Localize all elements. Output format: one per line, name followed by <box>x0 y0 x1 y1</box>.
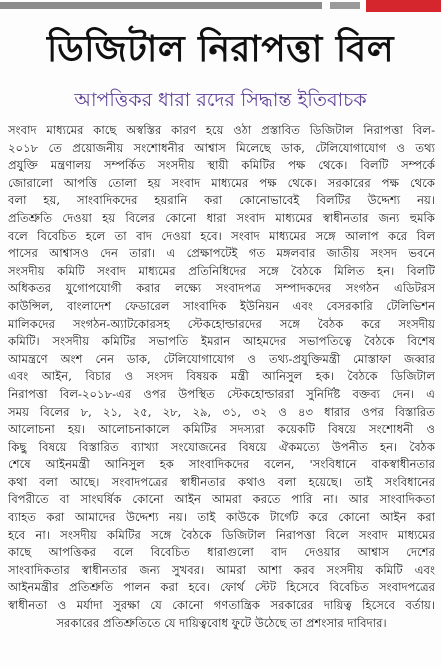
article-body-line: আলোচনা হয়। আলোচনাকালে কমিটির সদস্যরা কয়েকটি বিষয়ে সংশোধনী ও <box>8 422 435 437</box>
article-body-line: বলা হয়, সাংবাদিকদের হয়রানি করা কোনোভাবেই বিলটির উদ্দেশ্য নয়। <box>8 193 435 208</box>
article-body-line: স্বাধীনতা ও মর্যাদা সুরক্ষা যে কোনো গণতান্ত্রিক সরকারের দায়িত্ব হিসেবে বর্তায়। <box>8 598 435 613</box>
top-gray-bar <box>0 2 322 9</box>
article-body-line: হবে না। সংসদীয় কমিটির সঙ্গে বৈঠকে ডিজিটাল নিরাপত্তা বিলে সংবাদ মাধ্যমের <box>8 527 435 542</box>
article-body-line: মালিকদের সংগঠন-অ্যাটকোরসহ স্টেকহোল্ডারদের সঙ্গে বৈঠক করে সংসদীয় <box>8 316 435 331</box>
article-body-line: প্রযুক্তি মন্ত্রণালয় সম্পর্কিত সংসদীয় স্থায়ী কমিটির পক্ষ থেকে। বিলটি সম্পর্কে <box>8 158 435 173</box>
top-gray-bar-small <box>330 2 360 9</box>
article-headline: ডিজিটাল নিরাপত্তা বিল <box>46 29 395 70</box>
article-body-line: কাউন্সিল, বাংলাদেশ ফেডারেল সাংবাদিক ইউনিয়ন এবং বেসরকারি টেলিভিশন <box>8 298 435 313</box>
article-body-line: ব্যাহত করা আমাদের উদ্দেশ্য নয়। তাই কাউকে টার্গেট করে কোনো আইন করা <box>8 510 435 525</box>
top-red-bar <box>366 0 441 12</box>
article-body <box>8 122 435 632</box>
article-body-line: কাছে আপত্তিকর বলে বিবেচিত ধারাগুলো বাদ দেওয়ার আশ্বাস দেশের <box>8 545 435 560</box>
article-body-line: সংসদীয় কমিটি সংবাদ মাধ্যমের প্রতিনিধিদের সঙ্গে বৈঠকে মিলিত হন। বিলটি <box>8 263 435 278</box>
article-body-line: কমিটি। সংসদীয় কমিটির সভাপতি ইমরান আহমদের সভাপতিত্বে বৈঠকে বিশেষ <box>8 334 435 349</box>
article-body-line: জোরালো আপত্তি তোলা হয় সংবাদ মাধ্যমের পক্ষ থেকে। সরকারের পক্ষ থেকে <box>8 175 435 190</box>
article-body-line: পাসের আশ্বাসও দেন তারা। এ প্রেক্ষাপটেই গত মঙ্গলবার জাতীয় সংসদ ভবনে <box>8 246 435 261</box>
article-body-line: বলে বিবেচিত হলে তা বাদ দেওয়া হবে। সংবাদ মাধ্যমের সঙ্গে আলাপ করে বিল <box>8 228 435 243</box>
article-body-line: কিছু বিষয়ে বিস্তারিত ব্যাখ্যা সংযোজনের বিষয়ে ঐকমত্যে উপনীত হন। বৈঠক <box>8 439 435 454</box>
article-body-line: অধিকতর যুগোপযোগী করার লক্ষ্যে সংবাদপত্র সম্পাদকদের সংগঠন এডিটরস <box>8 281 435 296</box>
article-body-line: ২০১৮ তে প্রয়োজনীয় সংশোধনীর আশ্বাস মিলেছে ডাক, টেলিযোগাযোগ ও তথ্য <box>8 140 435 155</box>
article-body-line: শেষে আইনমন্ত্রী আনিসুল হক সাংবাদিকদের বলেন, 'সংবিধানে বাকস্বাধীনতার <box>8 457 435 472</box>
article-body-line: এবং আইন, বিচার ও সংসদ বিষয়ক মন্ত্রী আনিসুল হক। বৈঠকে ডিজিটাল <box>8 369 435 384</box>
article-body-line: সংবাদ মাধ্যমের কাছে অস্বস্তির কারণ হয়ে ওঠা প্রস্তাবিত ডিজিটাল নিরাপত্তা বিল- <box>8 123 435 137</box>
article-body-line: সরকারের প্রতিশ্রুতিতে যে দায়িত্ববোধ ফুটে উঠেছে তা প্রশংসার দাবিদার। <box>56 615 387 630</box>
article-body-line: সাংবাদিকতার স্বাধীনতার জন্য সুখবর। আমরা আশা করব সংসদীয় কমিটি এবং <box>8 562 435 577</box>
article-body-line: কথা বলা আছে। সংবাদপত্রের স্বাধীনতার কথাও বলা হয়েছে। তাই সংবিধানের <box>8 474 435 489</box>
article-body-line: প্রতিশ্রুতি দেওয়া হয় বিলের কোনো ধারা সংবাদ মাধ্যমের স্বাধীনতার জন্য হুমকি <box>8 210 435 225</box>
article-body-line: সময় বিলের ৮, ২১, ২৫, ২৮, ২৯, ৩১, ৩২ ও ৪৩ ধারার ওপর বিস্তারিত <box>8 404 435 419</box>
article-body-line: আমন্ত্রণে অংশ নেন ডাক, টেলিযোগাযোগ ও তথ্য-প্রযুক্তিমন্ত্রী মোস্তাফা জব্বার <box>8 351 435 366</box>
article-subheadline: আপত্তিকর ধারা রদের সিদ্ধান্ত ইতিবাচক <box>74 89 367 111</box>
top-color-bar <box>0 0 441 12</box>
article-body-line: বিপরীতে বা সাংঘর্ষিক কোনো আইন আমরা করতে পারি না। আর সাংবাদিকতা <box>8 492 435 507</box>
article-body-line: আইনমন্ত্রীর প্রতিশ্রুতি পালন করা হবে। ফোর্থ স্টেট হিসেবে বিবেচিত সংবাদপত্রের <box>8 580 435 595</box>
article-body-line: নিরাপত্তা বিল-২০১৮-এর ওপর উপস্থিত স্টেকহোল্ডাররা সুনির্দিষ্ট বক্তব্য দেন। এ <box>8 386 435 401</box>
